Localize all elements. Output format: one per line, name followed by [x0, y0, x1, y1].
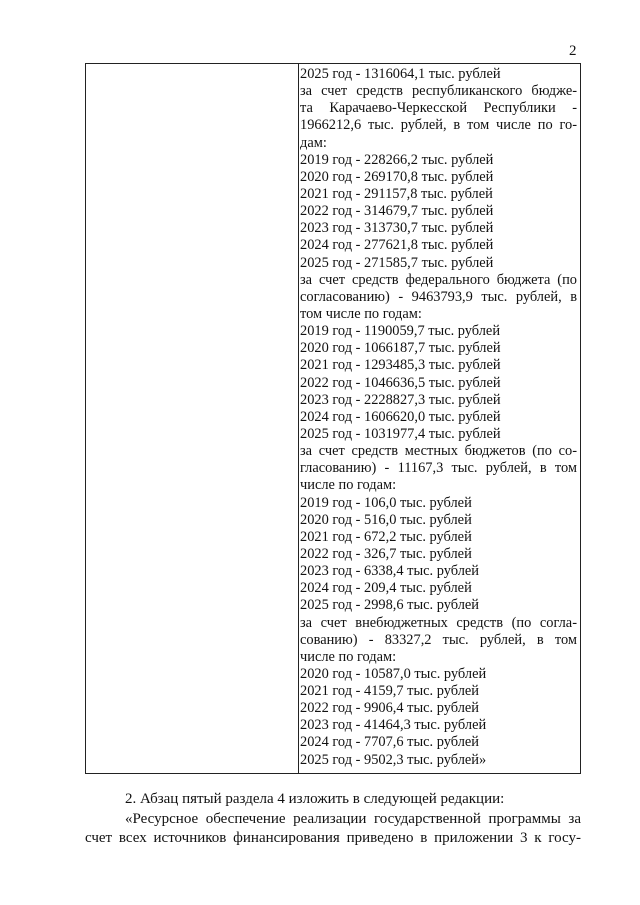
funding-line: 2019 год - 106,0 тыс. рублей: [300, 494, 472, 511]
body-line: счет всех источников финансирования приведено в приложении 3 к госу-: [85, 830, 581, 846]
resource-table: [85, 63, 581, 774]
funding-line: 2023 год - 313730,7 тыс. рублей: [300, 220, 494, 237]
funding-line: 2023 год - 6338,4 тыс. рублей: [300, 563, 479, 580]
funding-line: 2024 год - 209,4 тыс. рублей: [300, 580, 472, 597]
body-line: «Ресурсное обеспечение реализации государственной программы за: [125, 810, 581, 827]
funding-line: 2022 год - 314679,7 тыс. рублей: [300, 203, 494, 220]
funding-cell: [300, 66, 577, 769]
funding-line: за счет средств местных бюджетов (по со-: [300, 443, 577, 460]
funding-line: 2021 год - 291157,8 тыс. рублей: [300, 185, 493, 202]
funding-line: 1966212,6 тыс. рублей, в том числе по го-: [300, 117, 577, 134]
funding-line: 2020 год - 10587,0 тыс. рублей: [300, 665, 487, 682]
funding-line: 2025 год - 9502,3 тыс. рублей»: [300, 751, 487, 768]
funding-line: гласованию) - 11167,3 тыс. рублей, в том: [300, 460, 577, 477]
funding-line: 2025 год - 271585,7 тыс. рублей: [300, 254, 494, 271]
page-number: 2: [569, 43, 577, 59]
funding-line: числе по годам:: [300, 477, 397, 494]
body-line: 2. Абзац пятый раздела 4 изложить в следующей редакции:: [125, 791, 505, 807]
funding-line: 2022 год - 9906,4 тыс. рублей: [300, 700, 479, 717]
funding-line: та Карачаево-Черкесской Республики -: [300, 100, 577, 117]
funding-line: том числе по годам:: [300, 305, 422, 322]
funding-line: 2019 год - 1190059,7 тыс. рублей: [300, 323, 501, 340]
funding-line: за счет внебюджетных средств (по согла-: [300, 614, 577, 631]
funding-line: 2020 год - 1066187,7 тыс. рублей: [300, 340, 501, 357]
funding-line: 2020 год - 516,0 тыс. рублей: [300, 511, 472, 528]
funding-line: 2024 год - 1606620,0 тыс. рублей: [300, 408, 501, 425]
funding-line: 2025 год - 1316064,1 тыс. рублей: [300, 66, 501, 82]
funding-line: 2021 год - 672,2 тыс. рублей: [300, 528, 472, 545]
amendment-text: [85, 790, 581, 849]
funding-line: 2025 год - 2998,6 тыс. рублей: [300, 597, 479, 614]
funding-line: 2023 год - 41464,3 тыс. рублей: [300, 717, 487, 734]
funding-line: 2021 год - 4159,7 тыс. рублей: [300, 683, 479, 700]
funding-line: 2022 год - 326,7 тыс. рублей: [300, 545, 472, 562]
funding-line: сованию) - 83327,2 тыс. рублей, в том: [300, 631, 577, 648]
funding-line: за счет средств федерального бюджета (по: [300, 271, 577, 288]
funding-line: за счет средств республиканского бюдже-: [300, 83, 577, 100]
column-divider: [298, 64, 299, 773]
funding-line: 2023 год - 2228827,3 тыс. рублей: [300, 391, 501, 408]
funding-line: согласованию) - 9463793,9 тыс. рублей, в: [300, 288, 577, 305]
funding-line: 2021 год - 1293485,3 тыс. рублей: [300, 357, 501, 374]
funding-line: дам:: [300, 134, 327, 151]
funding-line: 2025 год - 1031977,4 тыс. рублей: [300, 425, 501, 442]
funding-line: числе по годам:: [300, 648, 397, 665]
funding-line: 2019 год - 228266,2 тыс. рублей: [300, 151, 494, 168]
funding-line: 2022 год - 1046636,5 тыс. рублей: [300, 374, 501, 391]
funding-line: 2020 год - 269170,8 тыс. рублей: [300, 168, 494, 185]
funding-line: 2024 год - 277621,8 тыс. рублей: [300, 237, 494, 254]
funding-line: 2024 год - 7707,6 тыс. рублей: [300, 734, 479, 751]
